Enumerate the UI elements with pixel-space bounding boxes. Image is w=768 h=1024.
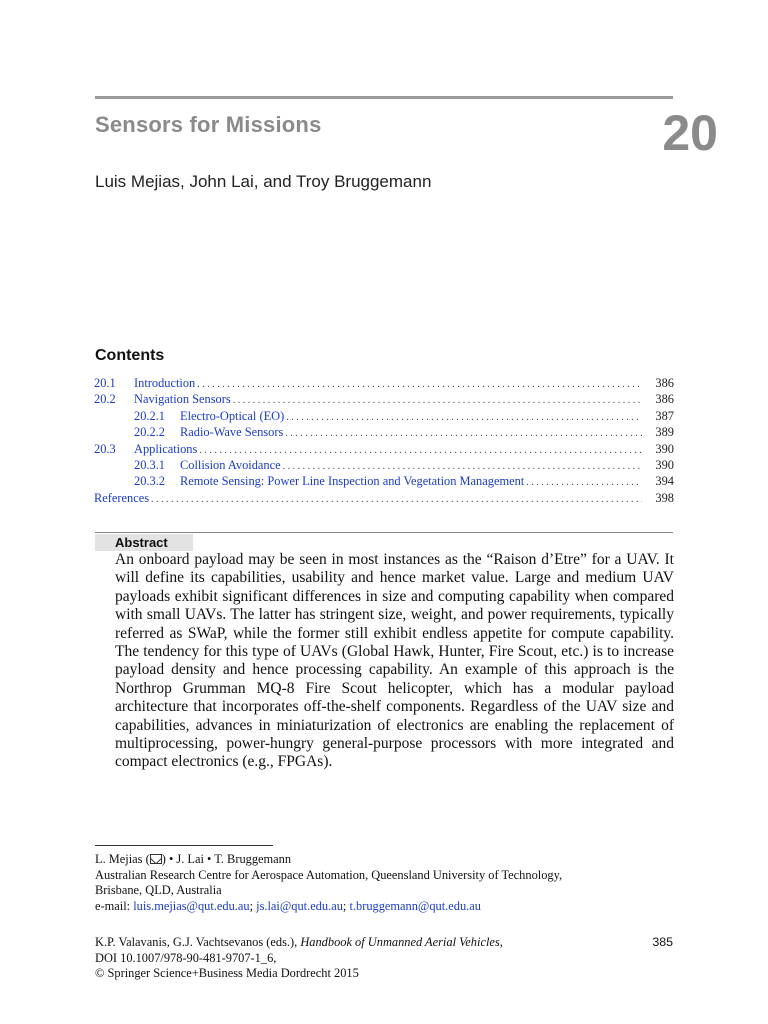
citation-editors: K.P. Valavanis, G.J. Vachtsevanos (eds.), xyxy=(95,935,301,949)
toc-entry[interactable] xyxy=(94,376,674,392)
chapter-authors: Luis Mejias, John Lai, and Troy Bruggemann xyxy=(95,172,432,191)
abstract-text: An onboard payload may be seen in most instances as the “Raison d’Etre” for a UAV. It will define its capabilities, usability and hence market value. Large and medium UAV payloads exhibit significant differences in size and computing capability when compared with small UAVs. The latter has stringent size, weight, and power requirements, typically referred as SWaP, while the former still exhibit endless appetite for compute capability. The tendency for this type of UAVs (Global Hawk, Hunter, Fire Scout, etc.) is to increase payload density and hence processing capability. An example of this approach is the Northrop Grumman MQ-8 Fire Scout helicopter, which has a modular payload architecture that incorporates off-the-shelf components. Regardless of the UAV size and capabilities, advances in miniaturization of electronics are enabling the replacement of multiprocessing, power-hungry general-purpose processors with more integrated and compact electronics (e.g., FPGAs). xyxy=(115,551,674,771)
toc-dot-leader xyxy=(151,491,642,507)
toc-dot-leader xyxy=(526,474,642,490)
email-separator: ; xyxy=(249,898,257,913)
table-of-contents xyxy=(94,376,674,507)
contents-heading: Contents xyxy=(95,347,165,364)
email-label: e-mail: xyxy=(95,898,134,913)
toc-entry-number: 20.2.2 xyxy=(134,425,165,440)
toc-entry[interactable] xyxy=(94,425,674,441)
toc-dot-leader xyxy=(233,392,642,408)
toc-dot-leader xyxy=(199,442,642,458)
citation-punct: , xyxy=(499,935,503,949)
toc-entry-number: 20.3.1 xyxy=(134,458,165,473)
toc-entry-page: 386 xyxy=(655,392,674,407)
doi-line: DOI 10.1007/978-90-481-9707-1_6, xyxy=(95,950,277,965)
toc-entry[interactable] xyxy=(94,409,674,425)
abstract-rule xyxy=(95,532,673,533)
footnote-author-rest: ) • J. Lai • T. Bruggemann xyxy=(161,852,292,866)
footnote-rule xyxy=(95,845,273,846)
author-footnote xyxy=(95,852,673,914)
toc-entry-page: 389 xyxy=(655,425,674,440)
citation-line xyxy=(95,935,503,951)
toc-entry-page: 387 xyxy=(655,408,674,423)
footnote-emails xyxy=(95,899,673,915)
toc-entry-number: 20.1 xyxy=(94,376,116,390)
citation-book-title: Handbook of Unmanned Aerial Vehicles xyxy=(300,935,500,949)
publication-info xyxy=(95,935,673,982)
toc-entry-references[interactable] xyxy=(94,491,674,507)
toc-entry-page: 390 xyxy=(655,441,674,456)
toc-dot-leader xyxy=(285,425,642,441)
email-link[interactable]: luis.mejias@qut.edu.au xyxy=(133,898,250,913)
email-separator: ; xyxy=(342,898,350,913)
toc-entry-number: 20.2.1 xyxy=(134,408,165,423)
header-rule xyxy=(95,96,673,99)
envelope-icon xyxy=(150,854,162,864)
toc-entry-title[interactable]: Electro-Optical (EO) xyxy=(180,408,285,423)
toc-entry[interactable] xyxy=(94,442,674,458)
toc-entry[interactable] xyxy=(94,458,674,474)
copyright-line: © Springer Science+Business Media Dordrecht 2015 xyxy=(95,966,359,980)
page-number: 385 xyxy=(652,935,673,949)
toc-entry[interactable] xyxy=(94,474,674,490)
toc-entry-title[interactable]: Radio-Wave Sensors xyxy=(180,425,284,440)
toc-entry-title[interactable]: Navigation Sensors xyxy=(134,392,231,407)
abstract-label: Abstract xyxy=(95,534,193,551)
email-link[interactable]: t.bruggemann@qut.edu.au xyxy=(349,898,481,913)
toc-entry-number: 20.3 xyxy=(94,441,116,456)
chapter-number: 20 xyxy=(662,105,718,161)
email-link[interactable]: js.lai@qut.edu.au xyxy=(256,898,343,913)
toc-entry-title[interactable]: References xyxy=(94,490,150,505)
toc-entry[interactable] xyxy=(94,392,674,408)
footnote-authors xyxy=(95,852,673,868)
toc-entry-title[interactable]: Remote Sensing: Power Line Inspection and Vegetation Management xyxy=(180,474,525,489)
toc-entry-page: 394 xyxy=(655,474,674,489)
footnote-affiliation-line-2: Brisbane, QLD, Australia xyxy=(95,883,222,897)
toc-entry-title[interactable]: Collision Avoidance xyxy=(180,458,281,473)
toc-entry-number: 20.3.2 xyxy=(134,474,165,489)
toc-entry-title[interactable]: Applications xyxy=(134,441,198,456)
toc-entry-page: 390 xyxy=(655,458,674,473)
toc-entry-number: 20.2 xyxy=(94,392,116,407)
toc-entry-page: 398 xyxy=(655,490,674,505)
toc-entry-page: 386 xyxy=(655,376,674,390)
toc-dot-leader xyxy=(286,409,642,425)
toc-dot-leader xyxy=(283,458,642,474)
footnote-author-first: L. Mejias ( xyxy=(95,852,150,866)
toc-entry-title[interactable]: Introduction xyxy=(134,376,196,390)
chapter-title: Sensors for Missions xyxy=(95,112,322,137)
toc-dot-leader xyxy=(197,376,642,392)
footnote-affiliation-line-1: Australian Research Centre for Aerospace Automation, Queensland University of Technology, xyxy=(95,867,563,882)
